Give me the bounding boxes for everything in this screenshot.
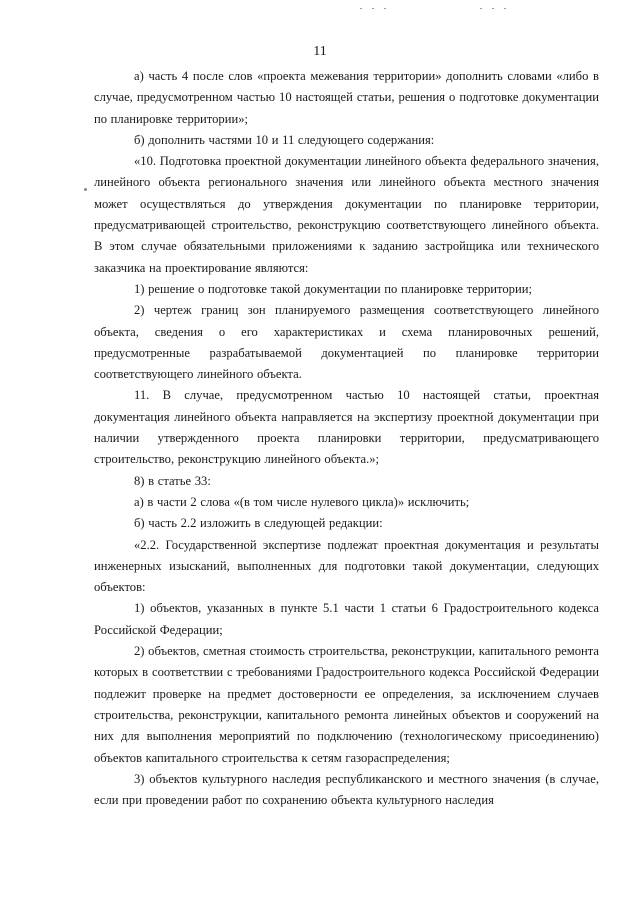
paragraph: 2) чертеж границ зон планируемого размещения соответствующего линейного объекта, сведения о его характеристиках и схема планировочных решений, предусмотренные разрабатываемой документацией по планировке территории соответствующего линейного объекта.	[94, 303, 599, 382]
paragraph: б) часть 2.2 изложить в следующей редакции:	[134, 516, 383, 531]
paragraph: б) дополнить частями 10 и 11 следующего содержания:	[134, 132, 435, 147]
paragraph: а) в части 2 слова «(в том числе нулевого цикла)» исключить;	[134, 494, 470, 509]
paragraph: 8) в статье 33:	[134, 473, 211, 488]
paragraph: 2) объектов, сметная стоимость строительства, реконструкции, капитального ремонта которых в соответствии с требованиями Градостроительного кодекса Российской Федерации подлежит проверке на предмет достоверности ее определения, за исключением случаев строительства, реконструкции, капитального ремонта линейных объектов и сооружений на них для выполнения мероприятий по подключению (технологическому присоединению) объектов капитального строительства к сетям газораспределения;	[94, 644, 599, 765]
page-number: 11	[313, 44, 327, 59]
paragraph: 11. В случае, предусмотренном частью 10 настоящей статьи, проектная документация линейного объекта направляется на экспертизу проектной документации при наличии утвержденного проекта планировки территории, предусматривающего строительство, реконструкцию линейного объекта.»;	[94, 388, 599, 467]
paragraph: 3) объектов культурного наследия республиканского и местного значения (в случае, если при проведении работ по сохранению объекта культурного наследия	[94, 771, 599, 808]
document-body	[94, 66, 599, 811]
paragraph: «10. Подготовка проектной документации линейного объекта федерального значения, линейного объекта регионального значения или линейного объекта местного значения может осуществляться до утверждения документации по планировке территории, предусматривающей строительство, реконструкцию соответствующего линейного объекта. В этом случае обязательными приложениями к заданию застройщика или технического заказчика на проектирование являются:	[94, 154, 599, 275]
scan-artifact	[360, 8, 520, 12]
scan-mark	[84, 188, 87, 191]
paragraph: «2.2. Государственной экспертизе подлежат проектная документация и результаты инженерных изысканий, выполненных для подготовки такой документации, следующих объектов:	[94, 537, 599, 595]
paragraph: а) часть 4 после слов «проекта межевания территории» дополнить словами «либо в случае, предусмотренном частью 10 настоящей статьи, решения о подготовке документации по планировке территории»;	[94, 69, 599, 126]
paragraph: 1) решение о подготовке такой документации по планировке территории;	[134, 281, 532, 296]
paragraph: 1) объектов, указанных в пункте 5.1 части 1 статьи 6 Градостроительного кодекса Российской Федерации;	[94, 601, 599, 637]
